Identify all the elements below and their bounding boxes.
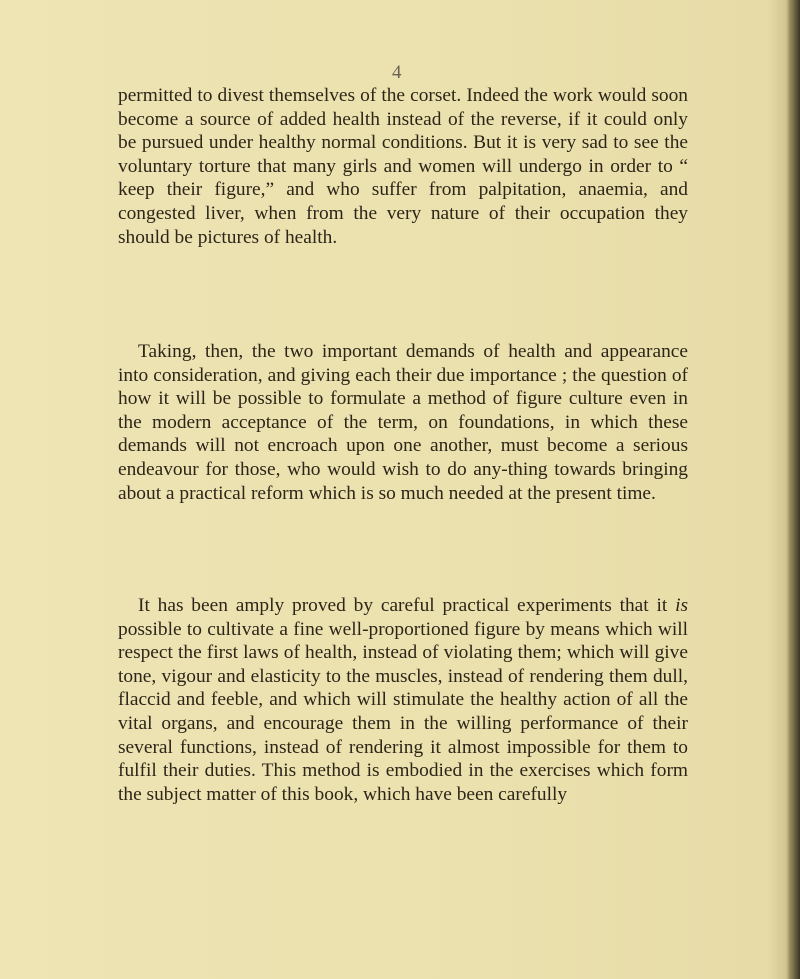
paragraph-2-text: Taking, then, the two important demands of health and appearance into consideration, and giving each their due importance ; the question of how it will be possible to formulate a method of figure culture even in the modern acceptance of the term, on foundations, in which these demands will not encroach upon one another, must become a serious endeavour for those, who would wish to do any-thing towards bringing about a practical reform which is so much needed at the present time. xyxy=(118,341,688,504)
page-edge-shadow xyxy=(786,0,800,979)
page-number: 4 xyxy=(392,62,402,83)
paragraph-3-emphasis: is xyxy=(675,595,688,616)
paragraph-3-after: possible to cultivate a fine well-proportioned figure by means which will respect the first laws of health, instead of violating them; which will give tone, vigour and elasticity to the muscles, instead of rendering them dull, flaccid and feeble, and which will stimulate the healthy action of all the vital organs, and encourage them in the willing performance of their several functions, instead of rendering it almost impossible for them to fulfil their duties. This method is embodied in the exercises which form the subject matter of this book, which have been carefully xyxy=(118,618,688,805)
paragraph-3-before: It has been amply proved by careful practical experiments that it xyxy=(138,595,676,616)
paragraph-2 xyxy=(118,340,688,505)
paragraph-3-text xyxy=(118,594,688,806)
paragraph-1 xyxy=(118,84,688,249)
paragraph-1-text: permitted to divest themselves of the corset. Indeed the work would soon become a source of added health instead of the reverse, if it could only be pursued under healthy normal conditions. But it is very sad to see the voluntary torture that many girls and women will undergo in order to “ keep their figure,” and who suffer from palpitation, anaemia, and congested liver, when from the very nature of their occupation they should be pictures of health. xyxy=(118,85,688,248)
paragraph-3 xyxy=(118,594,688,806)
